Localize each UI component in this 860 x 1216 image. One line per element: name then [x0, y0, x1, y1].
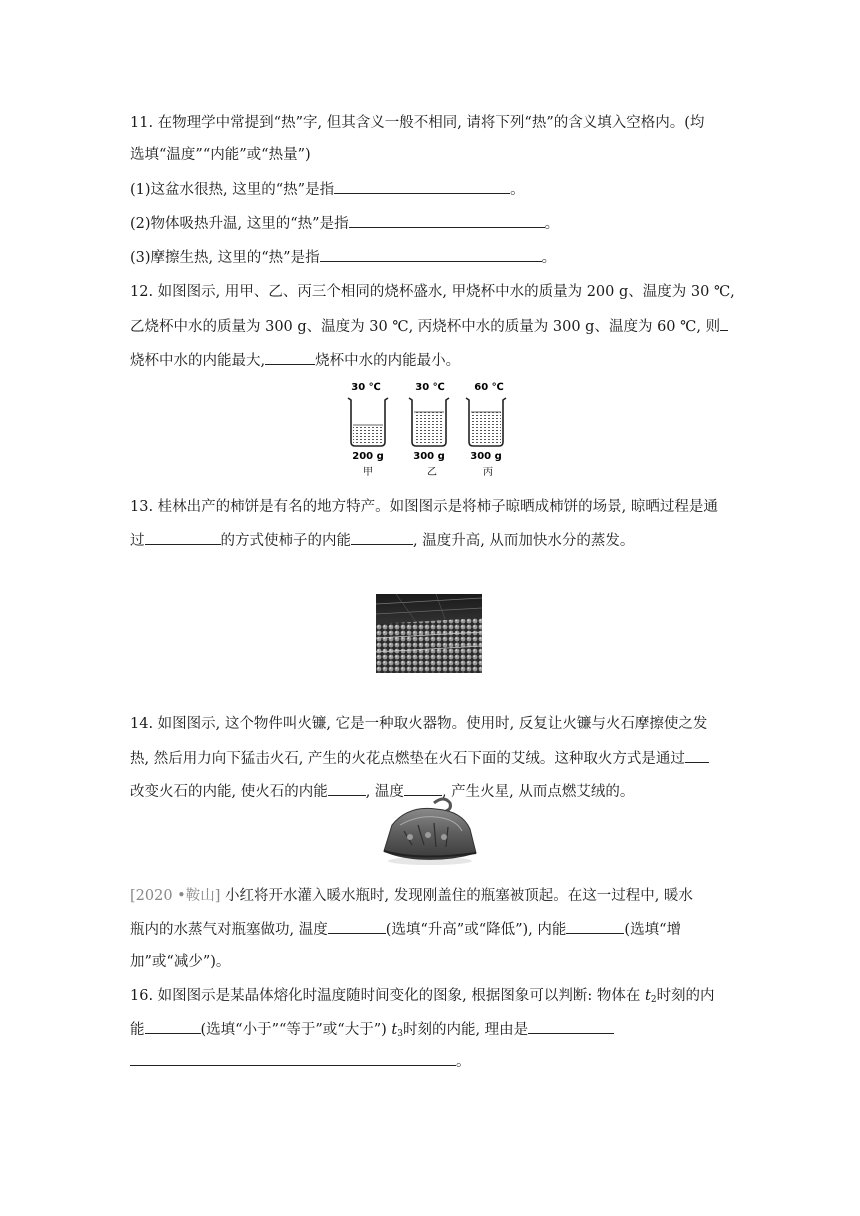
beaker-yi: [409, 382, 449, 478]
beaker-yi-label: 乙: [427, 467, 437, 478]
q13-line1: 13. 桂林出产的柿饼是有名的地方特产。如图图示是将柿子晾晒成柿饼的场景, 晾晒过程是通: [130, 499, 718, 515]
persimmon-drying-photo: [376, 594, 482, 673]
q11-blank3[interactable]: [320, 247, 542, 262]
q16-blank1[interactable]: [145, 1019, 201, 1034]
q14-blank1[interactable]: [685, 748, 709, 763]
q11-line1: 11. 在物理学中常提到“热”字, 但其含义一般不相同, 请将下列“热”的含义填入空格内。(均: [130, 115, 705, 131]
q15-line3: 加”或“减少”)。: [130, 954, 231, 970]
q15-blank1[interactable]: [328, 919, 386, 934]
q12-blank2[interactable]: [265, 350, 315, 365]
q11-part3: (3)摩擦生热, 这里的“热”是指 。: [130, 247, 556, 268]
beaker-bing-mass: 300 g: [470, 451, 502, 462]
q14-line3: 改变火石的内能, 使火石的内能 , 温度 , 产生火星, 从而点燃艾绒的。: [130, 781, 634, 802]
q12-line1: 12. 如图图示, 用甲、乙、丙三个相同的烧杯盛水, 甲烧杯中水的质量为 200 g、温度为 30 ℃,: [130, 284, 735, 300]
q15-blank2[interactable]: [566, 919, 624, 934]
q16-blank3[interactable]: [130, 1051, 456, 1066]
q11-part1: (1)这盆水很热, 这里的“热”是指 。: [130, 179, 525, 200]
q16-line2: 能 (选填“小于”“等于”或“大于”) $t_3$时刻的内能, 理由是: [130, 1019, 614, 1044]
beaker-jia-mass: 200 g: [352, 451, 384, 462]
beaker-jia-label: 甲: [363, 467, 373, 478]
q13-line2: 过 的方式使柿子的内能 , 温度升高, 从而加快水分的蒸发。: [130, 530, 634, 551]
beaker-yi-temp: 30 ℃: [415, 382, 445, 393]
q15-line2: 瓶内的水蒸气对瓶塞做功, 温度 (选填“升高”或“降低”), 内能 (选填“增: [130, 919, 681, 940]
q16-line1: 16. 如图图示是某晶体熔化时温度随时间变化的图象, 根据图象可以判断: 物体在 $t_2$时刻的内: [130, 988, 715, 1005]
q11-blank2[interactable]: [349, 213, 545, 228]
q12-line3: 烧杯中水的内能最大, 烧杯中水的内能最小。: [130, 350, 460, 371]
q11-blank1[interactable]: [334, 179, 510, 194]
beaker-bing: [466, 382, 506, 478]
q14-line2: 热, 然后用力向下猛击火石, 产生的火花点燃垫在火石下面的艾绒。这种取火方式是通过: [130, 748, 709, 769]
beaker-jia-temp: 30 ℃: [351, 382, 381, 393]
q11-line2: 选填“温度”“内能”或“热量”): [130, 147, 311, 163]
q13-blank2[interactable]: [351, 530, 413, 545]
q11-part2: (2)物体吸热升温, 这里的“热”是指 。: [130, 213, 559, 234]
q14-blank2[interactable]: [328, 781, 366, 796]
beaker-jia: [348, 382, 388, 478]
q16-line3: 。: [130, 1051, 471, 1072]
fire-striker-photo: [378, 795, 482, 869]
q15-line1: [2020 •鞍山] 小红将开水灌入暖水瓶时, 发现刚盖住的瓶塞被顶起。在这一过程中, 暖水: [130, 888, 693, 904]
q13-blank1[interactable]: [145, 530, 221, 545]
beaker-bing-label: 丙: [483, 467, 493, 478]
beaker-yi-mass: 300 g: [413, 451, 445, 462]
beakers-figure: [340, 378, 520, 480]
q16-blank2[interactable]: [528, 1019, 614, 1034]
q14-blank3[interactable]: [404, 781, 442, 796]
q15-source-tag: [2020 •鞍山]: [130, 888, 221, 904]
q12-blank1[interactable]: [720, 316, 728, 331]
q14-line1: 14. 如图图示, 这个物件叫火镰, 它是一种取火器物。使用时, 反复让火镰与火石摩擦使之发: [130, 716, 708, 732]
beaker-bing-temp: 60 ℃: [474, 382, 504, 393]
q12-line2: 乙烧杯中水的质量为 300 g、温度为 30 ℃, 丙烧杯中水的质量为 300 g、温度为 60 ℃, 则: [130, 316, 728, 337]
